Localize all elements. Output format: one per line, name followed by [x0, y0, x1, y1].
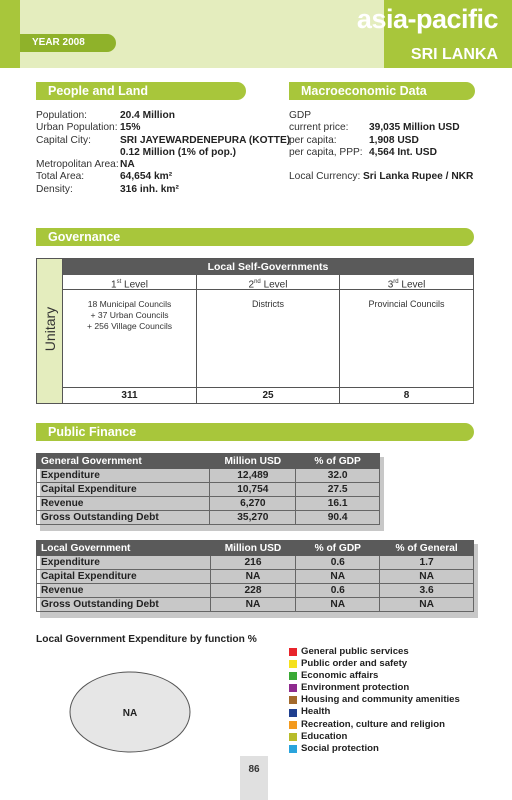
info-value: 316 inh. km²: [120, 183, 179, 195]
level-body: 18 Municipal Councils + 37 Urban Councils + 256 Village Councils: [86, 299, 173, 331]
table-row: Revenue 6,270 16.1: [37, 497, 380, 511]
general-government-table: [36, 453, 380, 525]
info-row: [36, 122, 290, 134]
macroeconomic-block: [289, 110, 473, 183]
info-row: [289, 135, 473, 147]
level-body: Districts: [252, 299, 284, 309]
level-total: 25: [197, 387, 339, 403]
legend-label: Health: [301, 706, 331, 718]
page-number: 86: [248, 764, 260, 775]
level-heading: 1st Level: [63, 275, 196, 290]
info-label: Urban Population:: [36, 122, 118, 134]
section-pill-public-finance: Public Finance: [48, 425, 137, 439]
table-row: Capital Expenditure 10,754 27.5: [37, 483, 380, 497]
info-label: Total Area:: [36, 171, 85, 183]
legend-label: Education: [301, 730, 348, 742]
local-government-table: [36, 540, 474, 612]
info-row: [36, 135, 290, 147]
info-label: per capita:: [289, 134, 337, 146]
legend-swatch: [289, 721, 297, 729]
legend-item: [289, 646, 460, 658]
info-label: Metropolitan Area:: [36, 159, 119, 171]
legend-item: [289, 731, 460, 743]
column-header: Local Government: [37, 541, 211, 556]
info-value: NA: [120, 159, 135, 171]
year-badge: YEAR 2008: [20, 34, 116, 52]
column-header: Million USD: [210, 454, 296, 469]
level-total: 8: [340, 387, 473, 403]
legend-swatch: [289, 745, 297, 753]
legend-item: [289, 719, 460, 731]
column-header: % of GDP: [296, 541, 380, 556]
legend-swatch: [289, 684, 297, 692]
column-header: % of General: [380, 541, 474, 556]
info-value: 1,908 USD: [369, 134, 419, 146]
chart-legend: [289, 646, 460, 755]
table-row: Revenue 228 0.6 3.6: [37, 584, 474, 598]
level-heading: 3rd Level: [340, 275, 473, 290]
currency-value: Sri Lanka Rupee / NKR: [363, 171, 474, 183]
table-row: Capital Expenditure NA NA NA: [37, 570, 474, 584]
info-row: [36, 159, 290, 171]
info-row: [36, 110, 290, 122]
legend-item: [289, 743, 460, 755]
table-row: Expenditure 12,489 32.0: [37, 469, 380, 483]
pie-chart: [68, 670, 192, 754]
section-pill-people-and-land: People and Land: [36, 82, 246, 100]
currency-row: [289, 171, 473, 183]
table-row: Expenditure 216 0.6 1.7: [37, 556, 474, 570]
info-label: [36, 147, 120, 159]
legend-label: Social protection: [301, 742, 379, 754]
legend-swatch: [289, 696, 297, 704]
page-number-tab: [240, 756, 268, 800]
legend-swatch: [289, 660, 297, 668]
info-value: 0.12 Million (1% of pop.): [120, 146, 237, 158]
governance-side-label: Unitary: [37, 259, 63, 403]
info-label: Capital City:: [36, 134, 91, 146]
gdp-label: GDP: [289, 110, 312, 121]
legend-item: [289, 694, 460, 706]
info-row: [289, 122, 473, 134]
info-label: per capita, PPP:: [289, 146, 363, 158]
legend-item: [289, 670, 460, 682]
info-value: 15%: [120, 122, 141, 134]
table-row: Gross Outstanding Debt 35,270 90.4: [37, 511, 380, 525]
info-value: 4,564 Int. USD: [369, 146, 437, 158]
currency-label: Local Currency:: [289, 171, 361, 183]
legend-swatch: [289, 672, 297, 680]
header-left-tab: [0, 0, 20, 68]
info-row: [36, 147, 290, 159]
pie-center-label: NA: [122, 708, 138, 719]
info-value: 64,654 km²: [120, 171, 173, 183]
column-header: Million USD: [210, 541, 296, 556]
legend-swatch: [289, 733, 297, 741]
governance-level-1: [63, 275, 197, 403]
info-label: Population:: [36, 110, 87, 121]
level-body: Provincial Councils: [368, 299, 445, 309]
governance-level-3: [340, 275, 473, 403]
legend-label: Housing and community amenities: [301, 694, 460, 706]
info-row: [36, 171, 290, 183]
table-header-row: [37, 541, 474, 556]
legend-label: Economic affairs: [301, 670, 379, 682]
legend-item: [289, 706, 460, 718]
info-label: current price:: [289, 122, 349, 134]
legend-label: Environment protection: [301, 682, 410, 694]
legend-label: Public order and safety: [301, 658, 408, 670]
column-header: % of GDP: [296, 454, 380, 469]
legend-swatch: [289, 648, 297, 656]
chart-title: Local Government Expenditure by function %: [36, 634, 257, 645]
info-row: [36, 184, 290, 196]
section-pill-governance: Governance: [48, 230, 121, 244]
info-row: [289, 147, 473, 159]
section-pill-macroeconomic-data: Macroeconomic Data: [289, 82, 475, 100]
legend-swatch: [289, 709, 297, 717]
governance-level-2: [197, 275, 340, 403]
info-value: 39,035 Million USD: [369, 122, 460, 134]
legend-item: [289, 682, 460, 694]
legend-item: [289, 658, 460, 670]
governance-table: [36, 258, 474, 404]
info-value: SRI JAYEWARDENEPURA (KOTTE): [120, 134, 291, 146]
table-row: Gross Outstanding Debt NA NA NA: [37, 598, 474, 612]
legend-label: General public services: [301, 646, 409, 657]
governance-table-title: Local Self-Governments: [63, 259, 473, 275]
info-label: Density:: [36, 183, 73, 195]
legend-label: Recreation, culture and religion: [301, 718, 445, 730]
region-title: asia-pacific: [356, 4, 498, 34]
people-and-land-block: [36, 110, 290, 196]
level-total: 311: [63, 387, 196, 403]
country-title: SRI LANKA: [410, 46, 498, 63]
table-header-row: [37, 454, 380, 469]
info-value: 20.4 Million: [120, 110, 175, 121]
level-heading: 2nd Level: [197, 275, 339, 290]
column-header: General Government: [37, 454, 210, 469]
